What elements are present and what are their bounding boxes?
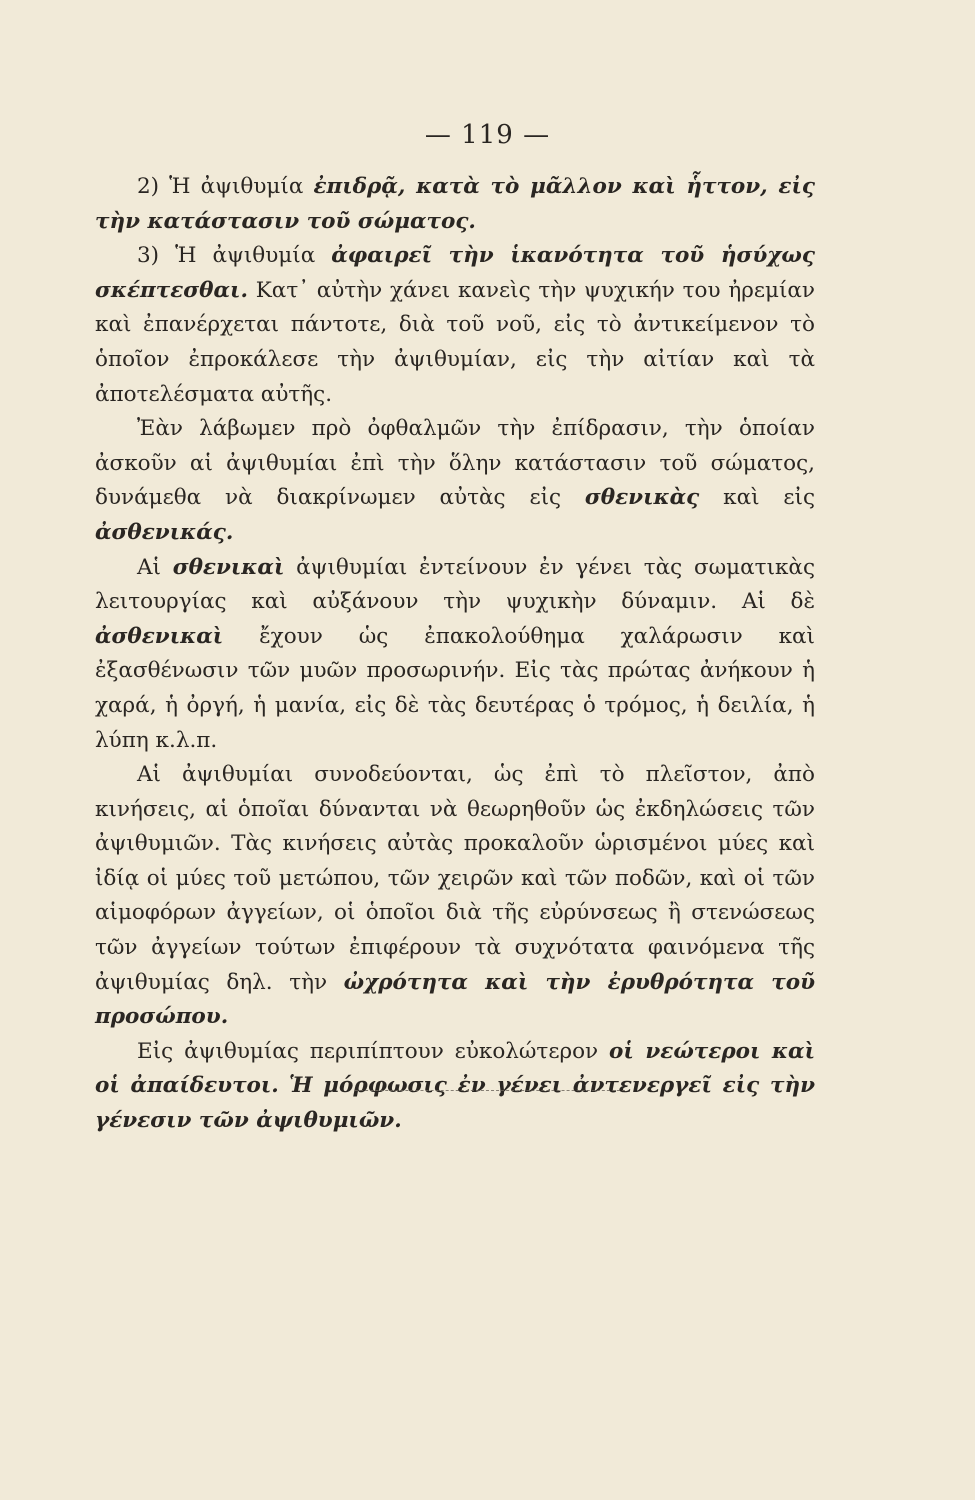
section-divider: [355, 1090, 625, 1091]
emphasized-text: σθενικὰς: [584, 485, 700, 511]
page-number: — 119 —: [424, 120, 551, 150]
paragraph: [95, 551, 815, 759]
emphasized-text: Ἡ μόρφωσις ἐν γένει ἀντενεργεῖ εἰς τὴν γένεσιν τῶν ἀψιθυμιῶν.: [95, 1073, 815, 1134]
text-run: Αἱ: [137, 554, 173, 580]
emphasized-text: ἀφαιρεῖ τὴν ἱκανότητα τοῦ ἡσύχως σκέπτεσθαι.: [95, 243, 815, 303]
body-text: [95, 170, 815, 1139]
paragraph: [95, 170, 815, 239]
paragraph: [95, 239, 815, 412]
text-run: Κατ᾽ αὐτὴν χάνει κανεὶς τὴν ψυχικήν του ἠρεμίαν καὶ ἐπανέρχεται πάντοτε, διὰ τοῦ νοῦ, εἰς τὸ ἀντικείμενον τὸ ὁποῖον ἐπροκάλεσε τὴν ἀψιθυμίαν, εἰς τὴν αἰτίαν καὶ τὰ ἀποτελέσματα αὐτῆς.: [95, 277, 815, 407]
emphasized-text: ἐπιδρᾷ, κατὰ τὸ μᾶλλον καὶ ἧττον, εἰς τὴν κατάστασιν τοῦ σώματος.: [95, 174, 815, 234]
text-run: [279, 1073, 289, 1098]
text-run: Ἐὰν λάβωμεν πρὸ ὀφθαλμῶν τὴν ἐπίδρασιν, τὴν ὁποίαν ἀσκοῦν αἱ ἀψιθυμίαι ἐπὶ τὴν ὅλην κατάστασιν τοῦ σώματος, δυνάμεθα νὰ διακρίνωμεν αὐτὰς εἰς: [95, 416, 815, 511]
text-run: Αἱ ἀψιθυμίαι συνοδεύονται, ὡς ἐπὶ τὸ πλεῖστον, ἀπὸ κινήσεις, αἱ ὁποῖαι δύνανται νὰ θεωρηθοῦν ὡς ἐκδηλώσεις τῶν ἀψιθυμιῶν. Τὰς κινήσεις αὐτὰς προκαλοῦν ὡρισμένοι μύες καὶ ἰδίᾳ οἱ μύες τοῦ μετώπου, τῶν χειρῶν καὶ τῶν ποδῶν, καὶ οἱ τῶν αἱμοφόρων ἀγγείων, οἱ ὁποῖοι διὰ τῆς εὐρύνσεως ἢ στενώσεως τῶν ἀγγείων τούτων ἐπιφέρουν τὰ συχνότατα φαινόμενα τῆς ἀψιθυμίας δηλ. τὴν: [95, 762, 815, 995]
text-run: ἀψιθυμίαι ἐντείνουν ἐν γένει τὰς σωματικὰς λειτουργίας καὶ αὐξάνουν τὴν ψυχικὴν δύναμιν. Αἱ δὲ: [95, 554, 815, 615]
text-run: ἔχουν ὡς ἐπακολούθημα χαλάρωσιν καὶ ἐξασθένωσιν τῶν μυῶν προσωρινήν. Εἰς τὰς πρώτας ἀνήκουν ἡ χαρά, ἡ ὀργή, ἡ μανία, εἰς δὲ τὰς δευτέρας ὁ τρόμος, ἡ δειλία, ἡ λύπη κ.λ.π.: [95, 623, 815, 753]
text-run: Εἰς ἀψιθυμίας περιπίπτουν εὐκολώτερον: [137, 1038, 610, 1064]
text-run: 3) Ἡ ἀψιθυμία: [137, 243, 332, 269]
paragraph: [95, 758, 815, 1035]
text-run: 2) Ἡ ἀψιθυμία: [137, 174, 314, 199]
text-run: καὶ εἰς: [699, 485, 815, 511]
paragraph: [95, 412, 815, 550]
emphasized-text: ὠχρότητα καὶ τὴν ἐρυθρότητα τοῦ προσώπου.: [95, 969, 815, 1030]
emphasized-text: οἱ νεώτεροι καὶ οἱ ἀπαίδευτοι.: [95, 1038, 815, 1099]
emphasized-text: ἀσθενικαὶ: [95, 623, 224, 649]
emphasized-text: σθενικαὶ: [172, 554, 285, 580]
emphasized-text: ἀσθενικάς.: [95, 519, 234, 545]
paragraph: [95, 1035, 815, 1139]
